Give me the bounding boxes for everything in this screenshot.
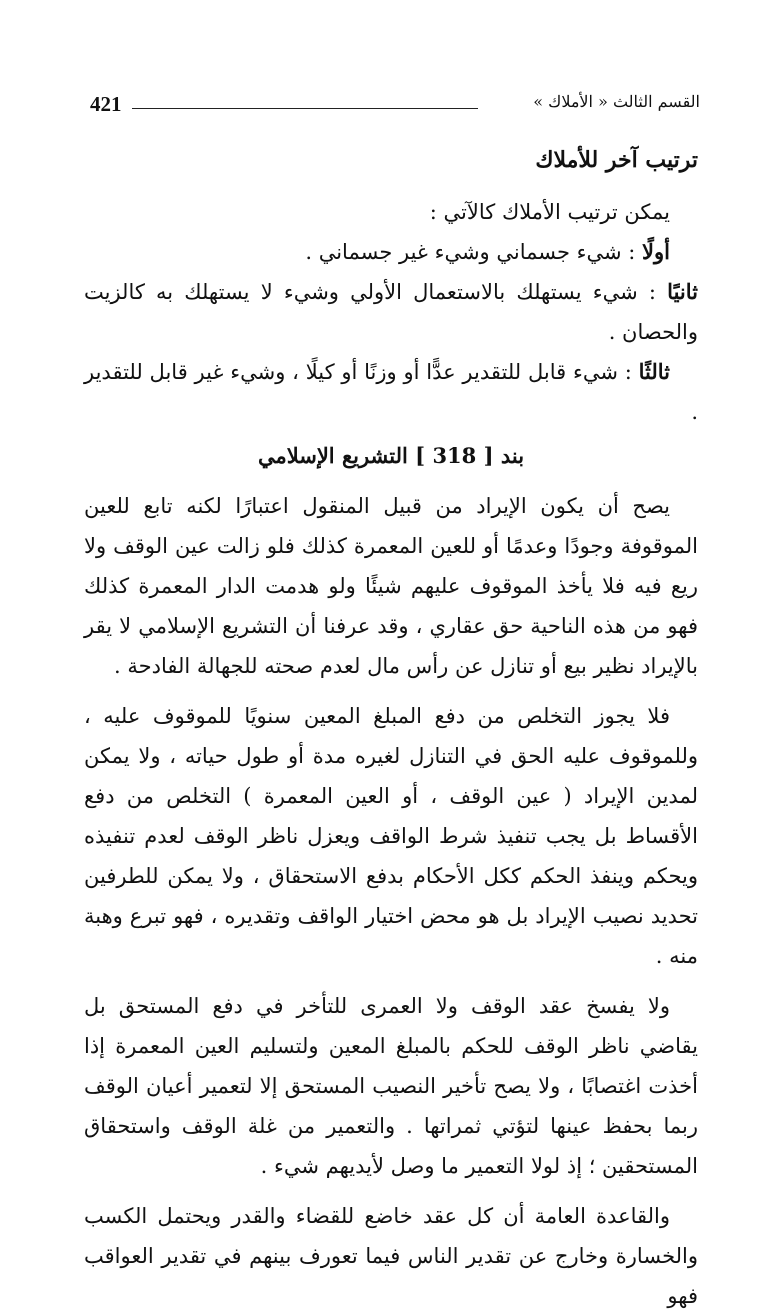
body-paragraph: يصح أن يكون الإيراد من قبيل المنقول اعتبارًا لكنه تابع للعين الموقوفة وجودًا وعدمًا أو للعين المعمرة كذلك فلو زالت عين الوقف ولا ريع فيه فلا يأخذ الموقوف عليهم شيئًا ولو هدمت الدار المعمرة كذلك فهو من هذه الناحية حق عقاري ، وقد عرفنا أن التشريع الإسلامي لا يقر بالإيراد نظير بيع أو تنازل عن رأس مال لعدم صحته للجهالة الفادحة . xyxy=(84,494,698,678)
list-item-text: : شيء قابل للتقدير عدًّا أو وزنًا أو كيلًا ، وشيء غير قابل للتقدير . xyxy=(84,360,698,424)
list-item-lead: ثانيًا xyxy=(667,279,698,304)
list-item-text: : شيء يستهلك بالاستعمال الأولي وشيء لا يستهلك به كالزيت والحصان . xyxy=(84,280,698,344)
subsection-heading: بند [ 318 ] التشريع الإسلامي xyxy=(257,443,525,468)
page-number: 421 xyxy=(90,92,122,116)
list-item-lead: ثالثًا xyxy=(638,359,670,384)
list-item-third xyxy=(84,352,698,432)
list-item-text: : شيء جسماني وشيء غير جسماني . xyxy=(305,240,643,264)
body-paragraph: والقاعدة العامة أن كل عقد خاضع للقضاء والقدر ويحتمل الكسب والخسارة وخارج عن تقدير الناس فيما تعورف بينهم في تقدير العواقب فهو xyxy=(84,1204,698,1308)
section-heading: ترتيب آخر للأملاك xyxy=(535,147,698,173)
running-header-title: القسم الثالث « الأملاك » xyxy=(533,92,700,111)
section-intro: يمكن ترتيب الأملاك كالآتي : xyxy=(429,200,670,224)
page-body xyxy=(84,140,698,1316)
body-paragraph: فلا يجوز التخلص من دفع المبلغ المعين سنويًا للموقوف عليه ، وللموقوف عليه الحق في التنازل لغيره مدة أو طول حياته ، ولا يمكن لمدين الإيراد ( عين الوقف ، أو العين المعمرة ) التخلص من دفع الأقساط بل يجب تنفيذ شرط الواقف ويعزل ناظر الوقف لعدم تنفيذه ويحكم وينفذ الحكم ككل الأحكام بدفع الاستحقاق ، ولا يمكن للطرفين تحديد نصيب الإيراد بل هو محض اختيار الواقف وتقديره ، فهو تبرع وهبة منه . xyxy=(84,704,698,968)
list-item-lead: أولًا xyxy=(642,239,670,264)
running-header xyxy=(90,88,700,124)
header-rule xyxy=(132,108,478,109)
body-paragraph: ولا يفسخ عقد الوقف ولا العمرى للتأخر في دفع المستحق بل يقاضي ناظر الوقف للحكم بالمبلغ المعين ولتسليم العين المعمرة إذا أخذت اغتصابًا ، ولا يصح تأخير النصيب المستحق إلا لتعمير أعيان الوقف ربما بحفظ عينها لتؤتي ثمراتها . والتعمير من غلة الوقف واستحقاق المستحقين ؛ إذ لولا التعمير ما وصل لأيديهم شيء . xyxy=(84,994,698,1178)
list-item-second xyxy=(84,272,698,352)
list-item-first xyxy=(84,232,698,272)
